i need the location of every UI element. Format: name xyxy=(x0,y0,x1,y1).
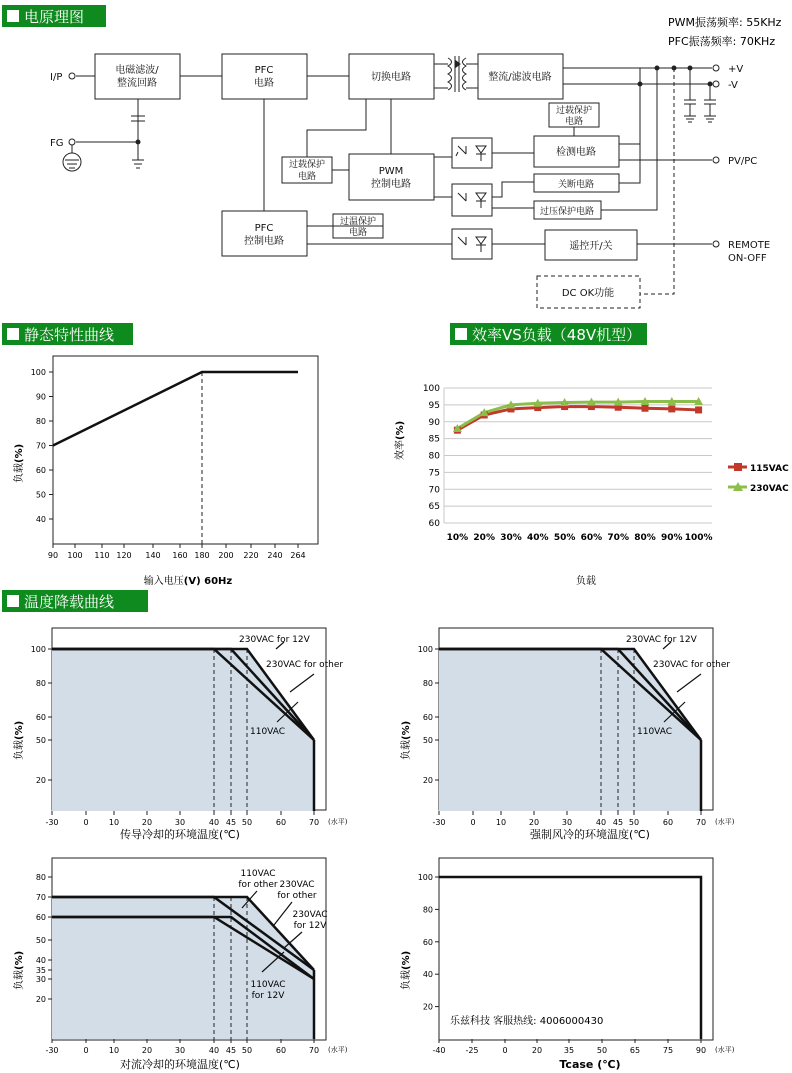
derating-area xyxy=(52,897,314,1039)
x-tick-label: 70 xyxy=(308,818,320,827)
y-tick-label: 75 xyxy=(428,468,440,479)
callout-line xyxy=(677,674,701,692)
section-header-derating xyxy=(2,590,148,612)
x-tick-label: -30 xyxy=(45,1046,59,1055)
static-series-line xyxy=(53,372,298,446)
pwm-control-box xyxy=(349,154,434,200)
static-ticks xyxy=(31,368,306,560)
derating-chart-conduction xyxy=(12,628,348,841)
x-tick-label: -25 xyxy=(465,1046,479,1055)
pfc-ctrl-label-2: 控制电路 xyxy=(244,236,284,247)
x-tick-label: 180 xyxy=(194,551,210,560)
d1-label-230-other: 230VAC for other xyxy=(266,660,344,670)
y-tick-label: 35 xyxy=(35,966,46,975)
rectifier-label: 整流/滤波电路 xyxy=(488,72,552,83)
oc-label-2: 电路 xyxy=(564,117,584,127)
optocoupler-1 xyxy=(452,138,492,168)
y-tick-label: 40 xyxy=(35,515,46,524)
marker-115vac xyxy=(695,406,702,413)
d2-xlabel: 强制风冷的环境温度(℃) xyxy=(530,828,650,841)
y-tick-label: 90 xyxy=(428,417,440,428)
x-tick-label: 10 xyxy=(495,818,507,827)
vplus-terminal xyxy=(713,65,719,71)
x-tick-label: 50 xyxy=(596,1046,608,1055)
ot-label-2: 电路 xyxy=(348,228,368,238)
d1-unit-tag: (水平) xyxy=(328,818,348,826)
x-tick-label: 140 xyxy=(145,551,161,560)
d2-label-110: 110VAC xyxy=(637,727,673,737)
x-tick-label: 50 xyxy=(628,818,640,827)
derating-chart-convection xyxy=(12,858,348,1071)
section-header-block-diagram xyxy=(2,5,106,27)
section-title: 电原理图 xyxy=(24,8,85,26)
pwm-ctrl-label-2: 控制电路 xyxy=(371,179,411,190)
vplus-label: +V xyxy=(728,64,744,75)
static-ylabel: 负载(%) xyxy=(14,443,25,483)
x-tick-label: 0 xyxy=(502,1046,508,1055)
static-characteristic-chart xyxy=(12,356,318,587)
d3-unit-tag: (水平) xyxy=(328,1046,348,1054)
marker-115vac xyxy=(642,405,649,412)
efficiency-xlabel: 负载 xyxy=(576,576,596,587)
dc-ok-label: DC OK功能 xyxy=(561,288,615,299)
block-diagram-labels xyxy=(50,63,770,299)
pwm-frequency-note: PWM振荡频率: 55KHz xyxy=(668,16,782,29)
d3-label-110-12v-2: for 12V xyxy=(251,991,285,1001)
x-tick-label: 20 xyxy=(531,1046,543,1055)
d4-unit-tag: (水平) xyxy=(715,1046,735,1054)
x-tick-label: 30 xyxy=(561,818,573,827)
x-tick-label: 45 xyxy=(225,818,237,827)
d3-label-110-other-1: 110VAC xyxy=(240,869,276,879)
service-hotline: 乐兹科技 客服热线: 4006000430 xyxy=(450,1016,604,1027)
callout-line xyxy=(290,674,314,692)
x-tick-label: 110 xyxy=(94,551,110,560)
pwm-ctrl-label-1: PWM xyxy=(378,166,404,177)
d4-ylabel: 负载(%) xyxy=(401,950,412,990)
emi-label-1: 电磁滤波/ xyxy=(115,65,159,76)
ground-icon xyxy=(63,145,81,171)
remote-switch-label: 遥控开/关 xyxy=(569,241,613,252)
emi-filter-box xyxy=(95,54,180,99)
remote-terminal xyxy=(713,241,719,247)
y-tick-label: 30 xyxy=(35,975,46,984)
x-tick-label: 20 xyxy=(141,1046,153,1055)
pfc-ctrl-label-1: PFC xyxy=(254,223,274,234)
legend-115vac-label: 115VAC xyxy=(750,464,789,474)
x-tick-label: 10 xyxy=(108,1046,120,1055)
ov-label: 过压保护电路 xyxy=(539,207,595,217)
d2-ylabel: 负载(%) xyxy=(401,720,412,760)
y-tick-label: 95 xyxy=(428,400,440,411)
y-tick-label: 50 xyxy=(35,736,46,745)
d1-label-110: 110VAC xyxy=(250,727,286,737)
optocoupler-2 xyxy=(452,184,492,216)
y-tick-label: 20 xyxy=(35,776,46,785)
x-tick-label: 0 xyxy=(83,818,89,827)
y-tick-label: 20 xyxy=(422,776,433,785)
x-tick-label: 80% xyxy=(634,533,656,543)
y-tick-label: 50 xyxy=(35,936,46,945)
x-tick-label: 70 xyxy=(695,818,707,827)
x-tick-label: 40 xyxy=(595,818,607,827)
switch-label: 切换电路 xyxy=(371,72,411,83)
d4-xlabel: Tcase (℃) xyxy=(559,1058,621,1071)
tcase-series-line xyxy=(439,877,701,1039)
x-tick-label: 20 xyxy=(141,818,153,827)
shutdown-label: 关断电路 xyxy=(557,180,595,190)
x-tick-label: 200 xyxy=(218,551,234,560)
x-tick-label: 35 xyxy=(563,1046,575,1055)
y-tick-label: 100 xyxy=(417,873,433,882)
y-tick-label: 60 xyxy=(35,466,46,475)
derating4-plot xyxy=(418,873,706,1055)
x-tick-label: 90 xyxy=(695,1046,707,1055)
pfc-label-2: 电路 xyxy=(254,78,274,89)
y-tick-label: 65 xyxy=(428,502,440,513)
overload-label-1: 过载保护 xyxy=(288,160,326,170)
x-tick-label: 100% xyxy=(684,533,713,543)
y-tick-label: 60 xyxy=(422,713,433,722)
x-tick-label: 10 xyxy=(108,818,120,827)
emi-label-2: 整流回路 xyxy=(117,78,157,89)
y-tick-label: 100 xyxy=(417,645,433,654)
y-tick-label: 60 xyxy=(428,519,440,529)
d2-unit-tag: (水平) xyxy=(715,818,735,826)
d3-label-230-other-2: for other xyxy=(277,891,317,901)
ot-label-1: 过温保护 xyxy=(339,217,377,227)
oc-label-1: 过载保护 xyxy=(555,106,593,116)
pfc-label-1: PFC xyxy=(254,65,274,76)
d3-label-230-12v-1: 230VAC xyxy=(292,910,328,920)
ip-label: I/P xyxy=(50,72,63,83)
x-tick-label: 40% xyxy=(527,533,549,543)
y-tick-label: 100 xyxy=(30,645,46,654)
y-tick-label: 70 xyxy=(35,893,46,902)
x-tick-label: 100 xyxy=(67,551,83,560)
derating-chart-tcase xyxy=(399,858,735,1071)
x-tick-label: 30 xyxy=(174,818,186,827)
x-tick-label: 120 xyxy=(116,551,132,560)
remote-label-1: REMOTE xyxy=(728,240,771,251)
y-tick-label: 60 xyxy=(35,913,46,922)
d3-ylabel: 负载(%) xyxy=(14,950,25,990)
optocoupler-3 xyxy=(452,229,492,259)
x-tick-label: 60 xyxy=(275,1046,287,1055)
y-tick-label: 80 xyxy=(428,451,440,462)
ip-terminal xyxy=(69,73,75,79)
x-tick-label: -30 xyxy=(45,818,59,827)
x-tick-label: 20% xyxy=(473,533,495,543)
y-tick-label: 100 xyxy=(30,368,46,377)
y-tick-label: 40 xyxy=(422,970,433,980)
y-tick-label: 100 xyxy=(422,384,440,394)
x-tick-label: 60% xyxy=(580,533,603,543)
y-tick-label: 70 xyxy=(428,485,440,496)
efficiency-ylabel: 效率(%) xyxy=(395,420,406,460)
x-tick-label: 0 xyxy=(470,818,476,827)
y-tick-label: 70 xyxy=(35,441,46,451)
static-xlabel: 输入电压(V) 60Hz xyxy=(143,576,233,587)
fg-label: FG xyxy=(50,138,64,149)
x-tick-label: 45 xyxy=(612,818,624,827)
y-tick-label: 80 xyxy=(35,679,46,688)
x-tick-label: 75 xyxy=(662,1046,674,1055)
d2-label-230-other: 230VAC for other xyxy=(653,660,731,670)
section-header-static xyxy=(2,323,133,345)
x-tick-label: 70% xyxy=(607,533,629,543)
x-tick-label: 220 xyxy=(243,551,259,560)
x-tick-label: 240 xyxy=(267,551,283,560)
x-tick-label: 90 xyxy=(47,551,59,560)
x-tick-label: 60 xyxy=(662,818,674,827)
x-tick-label: 40 xyxy=(208,1046,220,1055)
d3-label-110-other-2: for other xyxy=(238,880,278,890)
x-tick-label: 60 xyxy=(275,818,287,827)
x-tick-label: -40 xyxy=(432,1046,446,1055)
d2-label-230-12v: 230VAC for 12V xyxy=(626,635,697,645)
pvpc-label: PV/PC xyxy=(728,156,758,167)
d3-xlabel: 对流冷却的环境温度(℃) xyxy=(120,1058,240,1071)
x-tick-label: 45 xyxy=(225,1046,237,1055)
x-tick-label: 20 xyxy=(528,818,540,827)
pvpc-terminal xyxy=(713,157,719,163)
x-tick-label: 50 xyxy=(241,1046,253,1055)
y-tick-label: 40 xyxy=(35,956,46,965)
detect-label: 检测电路 xyxy=(556,147,596,158)
d3-label-230-other-1: 230VAC xyxy=(279,880,315,890)
pfc-circuit-box xyxy=(222,54,307,99)
d3-label-230-12v-2: for 12V xyxy=(293,921,327,931)
x-tick-label: 50 xyxy=(241,818,253,827)
section-title: 效率VS负载（48V机型） xyxy=(472,326,642,344)
x-tick-label: 40 xyxy=(208,818,220,827)
y-tick-label: 80 xyxy=(422,905,433,915)
y-tick-label: 90 xyxy=(35,392,46,402)
x-tick-label: 30 xyxy=(174,1046,186,1055)
x-tick-label: -30 xyxy=(432,818,446,827)
section-header-efficiency xyxy=(450,323,647,345)
x-tick-label: 160 xyxy=(172,551,188,560)
legend xyxy=(728,463,789,494)
remote-label-2: ON-OFF xyxy=(728,253,767,264)
x-tick-label: 70 xyxy=(308,1046,320,1055)
derating-chart-forced-air xyxy=(399,628,735,841)
x-tick-label: 30% xyxy=(500,533,522,543)
efficiency-chart xyxy=(393,384,789,587)
y-tick-label: 60 xyxy=(422,937,433,947)
section-title: 温度降载曲线 xyxy=(24,593,115,611)
marker-115vac xyxy=(668,405,675,412)
legend-230vac-label: 230VAC xyxy=(750,484,789,494)
x-tick-label: 90% xyxy=(661,533,683,543)
fg-terminal xyxy=(69,139,75,145)
y-tick-label: 80 xyxy=(35,417,46,426)
y-tick-label: 80 xyxy=(422,679,433,688)
d1-label-230-12v: 230VAC for 12V xyxy=(239,635,310,645)
y-tick-label: 50 xyxy=(422,736,433,745)
legend-115vac-marker xyxy=(734,463,742,471)
vminus-label: -V xyxy=(728,80,738,91)
x-tick-label: 264 xyxy=(290,551,306,560)
y-tick-label: 80 xyxy=(35,873,46,882)
x-tick-label: 0 xyxy=(83,1046,89,1055)
section-title: 静态特性曲线 xyxy=(24,326,115,344)
vminus-terminal xyxy=(713,81,719,87)
y-tick-label: 85 xyxy=(428,434,440,445)
y-tick-label: 60 xyxy=(35,713,46,722)
x-tick-label: 10% xyxy=(446,533,469,543)
x-tick-label: 50% xyxy=(553,533,576,543)
y-tick-label: 50 xyxy=(35,490,46,500)
d1-xlabel: 传导冷却的环境温度(℃) xyxy=(120,828,240,841)
pfc-frequency-note: PFC振荡频率: 70KHz xyxy=(668,35,776,48)
overload-label-2: 电路 xyxy=(297,172,317,182)
d3-label-110-12v-1: 110VAC xyxy=(250,980,286,990)
y-tick-label: 20 xyxy=(422,1002,433,1012)
x-tick-label: 65 xyxy=(629,1046,641,1055)
d1-ylabel: 负载(%) xyxy=(14,720,25,760)
y-tick-label: 20 xyxy=(35,995,46,1004)
callout-line xyxy=(274,902,292,925)
